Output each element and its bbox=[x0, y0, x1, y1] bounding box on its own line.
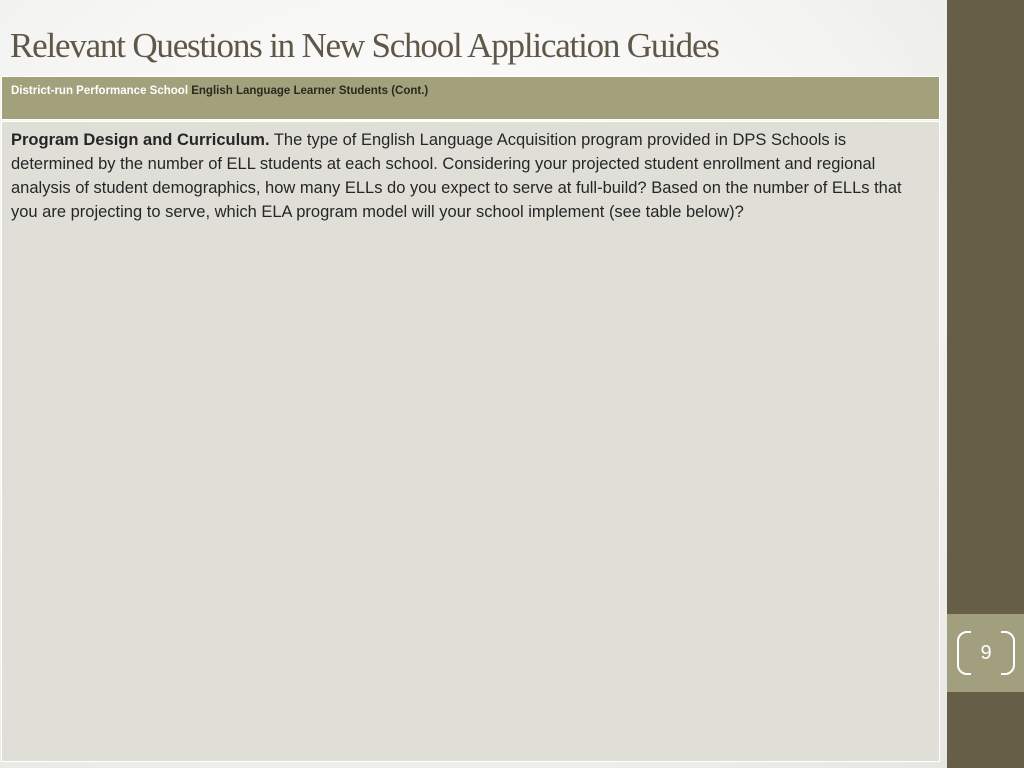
table-header-row bbox=[1, 76, 940, 120]
question-text: The type of English Language Acquisition program provided in DPS Schools is determined by the number of ELL students at each school. Considering your projected student enrollment and regional analysis of student demographics, how many ELLs do you expect to serve at full-build? Based on the number of ELLs that you are projecting to serve, which ELA program model will your school implement (see table below)? bbox=[11, 131, 902, 221]
section-label: English Language Learner Students (Cont.) bbox=[191, 85, 429, 97]
slide-title: Relevant Questions in New School Application Guides bbox=[10, 26, 719, 65]
table-body-cell bbox=[1, 121, 940, 762]
school-type-label: District-run Performance School bbox=[11, 85, 189, 97]
question-lead: Program Design and Curriculum. bbox=[11, 131, 270, 149]
page-number: 9 bbox=[980, 642, 992, 664]
question-table bbox=[1, 76, 940, 762]
